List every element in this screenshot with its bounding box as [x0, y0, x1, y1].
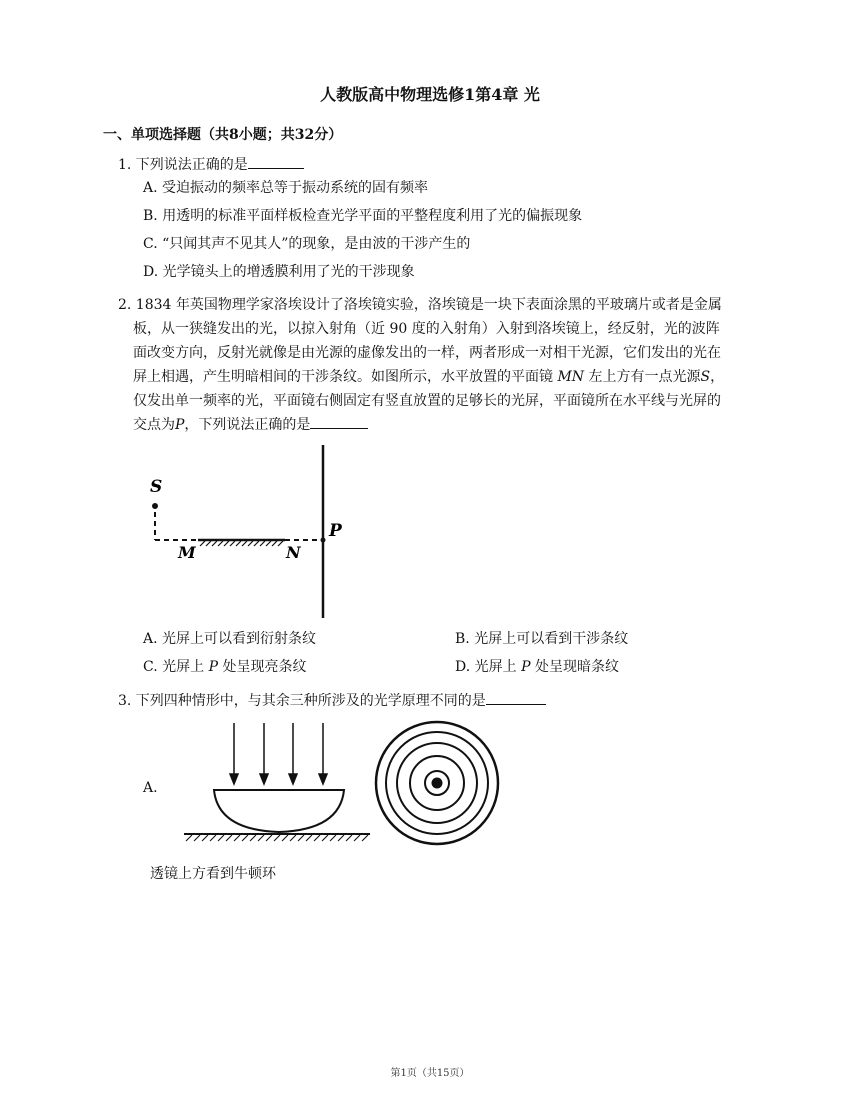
text: 处呈现亮条纹	[222, 659, 307, 675]
question-3-option-a-label: A.	[143, 780, 158, 796]
label-n: N	[286, 543, 301, 562]
answer-blank	[248, 154, 304, 169]
question-2-option-c	[143, 657, 306, 677]
question-2-line-3: 面改变方向，反射光就像是由光源的虚像发出的一样，两者形成一对相干光源，它们发出的光在	[133, 345, 721, 361]
answer-blank	[310, 414, 368, 429]
text: C. 光屏上	[143, 659, 205, 675]
question-1-text: 1. 下列说法正确的是	[118, 157, 248, 173]
var-p: P	[208, 659, 218, 675]
var-p: P	[521, 659, 531, 675]
lloyd-mirror-figure	[140, 440, 350, 625]
var-mn: MN	[557, 369, 585, 385]
mirror-hatching	[200, 541, 283, 546]
ring-center	[432, 778, 443, 789]
newton-rings-figure	[180, 718, 530, 848]
text: ，下列说法正确的是	[184, 417, 311, 433]
question-1-option-a: A. 受迫振动的频率总等于振动系统的固有频率	[143, 180, 429, 196]
text: ，	[710, 369, 725, 385]
source-point	[152, 503, 158, 509]
section-heading: 一、单项选择题（共8小题；共32分）	[103, 127, 343, 143]
page-title: 人教版高中物理选修1第4章 光	[320, 85, 540, 104]
question-2-line-1: 2. 1834 年英国物理学家洛埃设计了洛埃镜实验，洛埃镜是一块下表面涂黑的平玻璃片或者是金属	[118, 297, 722, 313]
label-p: P	[329, 521, 342, 541]
label-s: S	[150, 477, 163, 497]
question-2-option-a: A. 光屏上可以看到衍射条纹	[143, 631, 317, 647]
text: 屏上相遇，产生明暗相间的干涉条纹。如图所示，水平放置的平面镜	[133, 369, 553, 385]
text: 处呈现暗条纹	[534, 659, 619, 675]
point-p	[321, 538, 326, 543]
answer-blank	[486, 690, 546, 705]
page-footer: 第1页（共15页）	[390, 1068, 470, 1079]
var-s: S	[700, 369, 711, 385]
question-1-stem	[118, 154, 304, 175]
question-3-stem	[118, 690, 546, 711]
question-3-option-a-caption: 透镜上方看到牛顿环	[150, 866, 276, 882]
lens	[214, 790, 344, 832]
question-1-option-b: B. 用透明的标准平面样板检查光学平面的平整程度利用了光的偏振现象	[143, 208, 583, 224]
text: 交点为	[133, 417, 175, 433]
label-m: M	[178, 543, 196, 562]
question-2-line-4	[118, 365, 763, 389]
question-1-option-c: C. “只闻其声不见其人”的现象，是由波的干涉产生的	[143, 236, 471, 252]
text: 左上方有一点光源	[588, 369, 701, 385]
plate-hatching	[186, 835, 368, 841]
question-3-text: 3. 下列四种情形中，与其余三种所涉及的光学原理不同的是	[118, 693, 486, 709]
incident-light-arrows	[230, 723, 327, 784]
var-p: P	[175, 417, 185, 433]
question-2-line-2: 板，从一狭缝发出的光，以掠入射角（近 90 度的入射角）入射到洛埃镜上，经反射，光的波阵	[133, 321, 720, 337]
question-2-stem	[118, 293, 763, 437]
question-2-line-6	[118, 413, 763, 437]
question-2-option-b: B. 光屏上可以看到干涉条纹	[455, 631, 629, 647]
text: D. 光屏上	[455, 659, 517, 675]
question-2-option-d	[455, 657, 619, 677]
question-2-line-5: 仅发出单一频率的光，平面镜右侧固定有竖直放置的足够长的光屏，平面镜所在水平线与光屏的	[133, 393, 721, 409]
question-1-option-d: D. 光学镜头上的增透膜利用了光的干涉现象	[143, 264, 415, 280]
